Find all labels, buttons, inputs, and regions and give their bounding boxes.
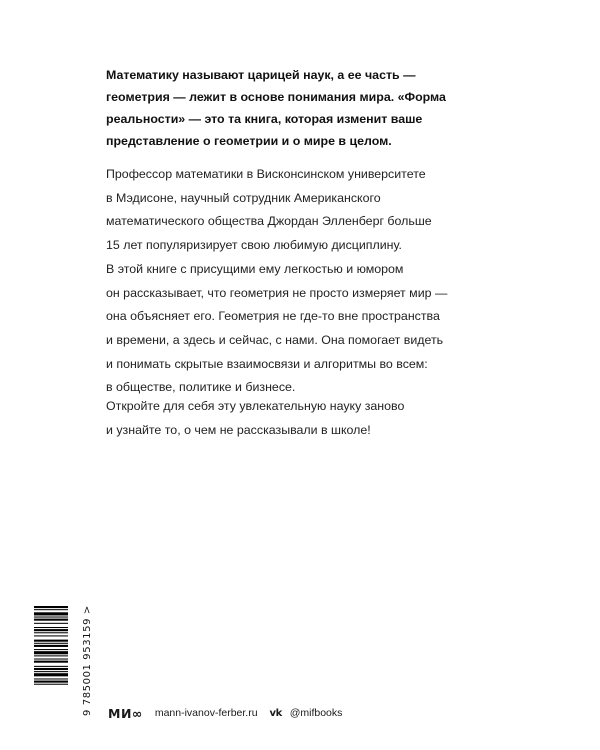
barcode-bar xyxy=(34,673,68,676)
body-line: 15 лет популяризирует свою любимую дисциплину. xyxy=(106,238,402,253)
body-line: и понимать скрытые взаимосвязи и алгоритмы во всем: xyxy=(106,356,428,371)
lead-line: геометрия — лежит в основе понимания мира. «Форма xyxy=(106,90,446,104)
body-line: в Мэдисоне, научный сотрудник Американского xyxy=(106,190,381,205)
barcode-bar xyxy=(34,668,68,670)
body-line: она объясняет его. Геометрия не где-то вне пространства xyxy=(106,309,440,324)
barcode-bar xyxy=(34,632,68,633)
barcode-bar xyxy=(34,617,68,618)
body-line: и времени, а здесь и сейчас, с нами. Она помогает видеть xyxy=(106,332,444,347)
barcode-bar xyxy=(34,629,68,631)
barcode-bar xyxy=(34,609,68,610)
social-handle[interactable]: @mifbooks xyxy=(289,707,343,719)
barcode-bars xyxy=(34,605,68,723)
barcode-bar xyxy=(34,612,68,615)
barcode-bar xyxy=(34,627,68,628)
body-line: математического общества Джордан Элленберг больше xyxy=(106,214,432,229)
body-line: он рассказывает, что геометрия не просто измеряет мир — xyxy=(106,285,448,300)
publisher-logo: МИ∞ xyxy=(108,705,143,721)
body-line: Откройте для себя эту увлекательную науку заново xyxy=(106,399,405,413)
body-line: и узнайте то, о чем не рассказывали в школе! xyxy=(106,422,371,437)
barcode-bar xyxy=(34,661,68,663)
barcode-bar xyxy=(34,606,68,608)
body-line: В этой книге с присущими ему легкостью и юмором xyxy=(106,261,404,276)
barcode-bar xyxy=(34,684,68,685)
barcode-bar xyxy=(34,635,68,636)
barcode-bar xyxy=(34,678,68,679)
barcode-bar xyxy=(34,623,68,624)
body-line: в обществе, политике и бизнесе. xyxy=(106,380,296,395)
barcode-bar xyxy=(34,619,68,621)
barcode-bar xyxy=(34,651,68,654)
barcode-bar xyxy=(34,643,68,644)
barcode-bar xyxy=(34,666,68,667)
vk-icon[interactable]: vk xyxy=(269,707,282,719)
lead-line: представление о геометрии и о мире в целом. xyxy=(106,134,392,148)
barcode-bar xyxy=(34,649,68,650)
lead-line: реальности» — это та книга, которая изменит ваше xyxy=(106,112,423,126)
publisher-footer xyxy=(108,703,342,723)
body-line: Профессор математики в Висконсинском университете xyxy=(106,167,426,181)
body-paragraph-1 xyxy=(106,163,466,400)
barcode-bar xyxy=(34,659,68,660)
website-link[interactable]: mann-ivanov-ferber.ru xyxy=(154,707,258,719)
lead-line: Математику называют царицей наук, а ее часть — xyxy=(106,68,416,82)
lead-paragraph xyxy=(106,64,446,152)
isbn-number: 9 785001 953159 > xyxy=(82,605,93,716)
body-paragraph-2 xyxy=(106,395,466,442)
barcode-bar xyxy=(34,645,68,647)
barcode-bar xyxy=(34,681,68,683)
barcode-bar xyxy=(34,655,68,656)
barcode-bar xyxy=(34,671,68,672)
barcode-bar xyxy=(34,640,68,642)
